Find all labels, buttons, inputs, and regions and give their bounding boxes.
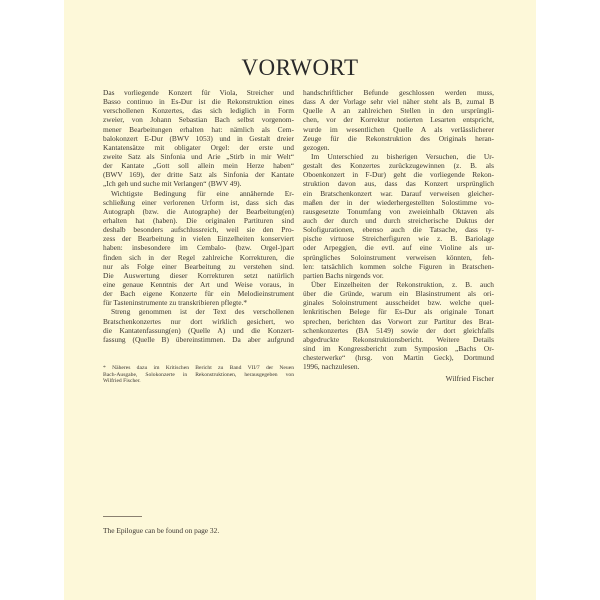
text-line: Streng genommen ist der Text des verschollenen <box>111 307 294 317</box>
text-line: abgedruckte Rekonstruktionsbericht. Weitere Details <box>303 334 494 344</box>
text-line: ein Bratschenkonzert war. Darauf verweisen gleicher- <box>303 188 494 198</box>
text-line: erhalten hat (haben). Die originalen Partituren sind <box>103 215 294 225</box>
text-line: len: tatsächlich kommen solche Figuren in Bratschen- <box>303 261 494 271</box>
text-line: partien Bachs nirgends vor. <box>303 270 384 280</box>
text-line: Autograph (bzw. die Autographe) der Bearbeitung(en) <box>103 206 294 216</box>
text-line: finden sich in der Regel zahlreiche Korrekturen, die <box>103 252 294 262</box>
text-line: haben: insbesondere im Cembalo- (bzw. Orgel-)part <box>103 243 294 253</box>
document-page <box>64 0 536 600</box>
footnote-line: Wilfried Fischer. <box>103 378 141 385</box>
text-line: über die Gründe, warum ein Blasinstrument als ori- <box>303 289 494 299</box>
text-line: (BWV 169), der dritte Satz als Sinfonia der Kantate <box>103 170 294 180</box>
text-line: sprechen, berichten das Vorwort zur Partitur des Brat- <box>303 316 494 326</box>
text-line: chesterwerke“ (hrsg. von Martin Geck), Dortmund <box>303 353 494 363</box>
text-line: sprüngliches Soloinstrument verweisen könnten, feh- <box>303 252 494 262</box>
text-line: Bratschenkonzertes nur dort wirklich gesichert, wo <box>103 316 294 326</box>
text-line: der Kantate „Gott soll allein mein Herze haben“ <box>103 161 294 171</box>
epilogue-note: The Epilogue can be found on page 32. <box>103 526 220 535</box>
text-line: zweier, von Johann Sebastian Bach selbst vorgenom- <box>103 115 294 125</box>
text-line: handschriftlicher Befunde geschlossen werden muss, <box>303 88 494 97</box>
text-line: verschollenen Konzertes, das sich lediglich in Form <box>103 106 294 116</box>
text-line: Wichtigste Bedingung für eine annähernde Er- <box>111 188 294 198</box>
text-line: struktion davon aus, dass das Konzert ursprünglich <box>303 179 494 189</box>
text-line: schließung einer verlorenen Urform ist, dass sich das <box>103 197 294 207</box>
text-line: gezogen. <box>303 142 330 152</box>
text-line: nur als Folge einer Bearbeitung zu verstehen sind. <box>103 261 294 271</box>
text-line: balokonzert E-Dur (BWV 1053) und in Gestalt dreier <box>103 133 294 143</box>
text-line: der Bach eigene Konzerte für ein Melodieinstrument <box>103 289 294 299</box>
footnote-line: * Näheres dazu im Kritischen Bericht zu Band VII/7 der Neuen <box>103 365 294 371</box>
text-line: Über Einzelheiten der Rekonstruktion, z. B. auch <box>311 279 494 289</box>
text-line: ginales Soloinstrument ausscheidet bzw. welche quel- <box>303 298 494 308</box>
footnote-line: Bach-Ausgabe, Solokonzerte in Rekonstruktionen, herausgegeben von <box>103 371 294 378</box>
text-line: auch der durch und durch streicherische Duktus der <box>303 215 494 225</box>
text-line: Quelle A an zahlreichen Stellen in den ursprüngli- <box>303 106 494 116</box>
text-line: Zeuge für die Rekonstruktion des Originals heran- <box>303 133 494 143</box>
text-line: oder Arpeggien, die evtl. auf eine Violine als ur- <box>303 243 494 253</box>
text-line: 1996, nachzulesen. <box>303 362 360 372</box>
text-line: Das vorliegende Konzert für Viola, Streicher und <box>103 88 294 97</box>
text-line: für Tasteninstrumente zu transkribieren pflegte.* <box>103 298 248 308</box>
text-line: Oboenkonzert in F-Dur) geht die vorliegende Rekon- <box>303 170 494 180</box>
footnote <box>103 365 294 385</box>
text-line: mener Bearbeitungen erhalten hat: nämlich als Cem- <box>103 124 294 134</box>
text-line: Basso continuo in Es-Dur ist die Rekonstruktion eines <box>103 97 294 107</box>
author-signature: Wilfried Fischer <box>445 374 494 384</box>
footnote-divider <box>103 516 142 517</box>
text-line: lenkritischen Belege für Es-Dur als originale Tonart <box>303 307 494 317</box>
text-line: fassung (Quelle B) übereinstimmen. Da aber aufgrund <box>103 334 294 344</box>
text-line: „Ich geh und suche mit Verlangen“ (BWV 49). <box>103 179 242 189</box>
text-line: maßen der in der wiederhergestellten Solostimme vo- <box>303 197 494 207</box>
text-line: Solofigurationen, ebenso auch die Tatsache, dass ty- <box>303 225 494 235</box>
right-column <box>303 88 494 384</box>
left-column <box>103 88 294 344</box>
text-line: Die Auswertung dieser Korrekturen setzt natürlich <box>103 270 294 280</box>
text-line: schenkonzertes (BA 5149) sowie der dort gleichfalls <box>303 325 494 335</box>
text-line: Im Unterschied zu bisherigen Versuchen, die Ur- <box>311 151 494 161</box>
text-line: die Kantatenfassung(en) (Quelle A) und die Konzert- <box>103 325 294 335</box>
text-line: gestalt des Konzertes zurückzugewinnen (z. B. als <box>303 161 494 171</box>
text-line: zess der Bearbeitung in vielen Einzelheiten konserviert <box>103 234 294 244</box>
text-line: Kantatensätze mit obligater Orgel: der erste und <box>103 142 294 152</box>
text-line: zweite Satz als Sinfonia und Arie „Stirb in mir Welt“ <box>103 151 294 161</box>
text-line: deshalb besonders aufschlussreich, weil sie den Pro- <box>103 225 294 235</box>
page-title: VORWORT <box>241 55 359 80</box>
text-line: pische virtuose Streicherfiguren wie z. B. Bariolage <box>303 234 494 244</box>
text-line: chen, vor der Korrektur notierten Lesarten entspricht, <box>303 115 494 125</box>
text-line: eine genaue Kenntnis der Art und Weise voraus, in <box>103 279 294 289</box>
text-line: sind im Kongressbericht zum Symposion „Bachs Or- <box>303 343 494 353</box>
text-line: dass A der Vorlage sehr viel näher steht als B, zumal B <box>303 97 494 107</box>
text-line: wurde im wesentlichen Quelle A als verlässlicherer <box>303 124 494 134</box>
text-line: rausgesetzte Tonumfang von zweieinhalb Oktaven als <box>303 206 494 216</box>
